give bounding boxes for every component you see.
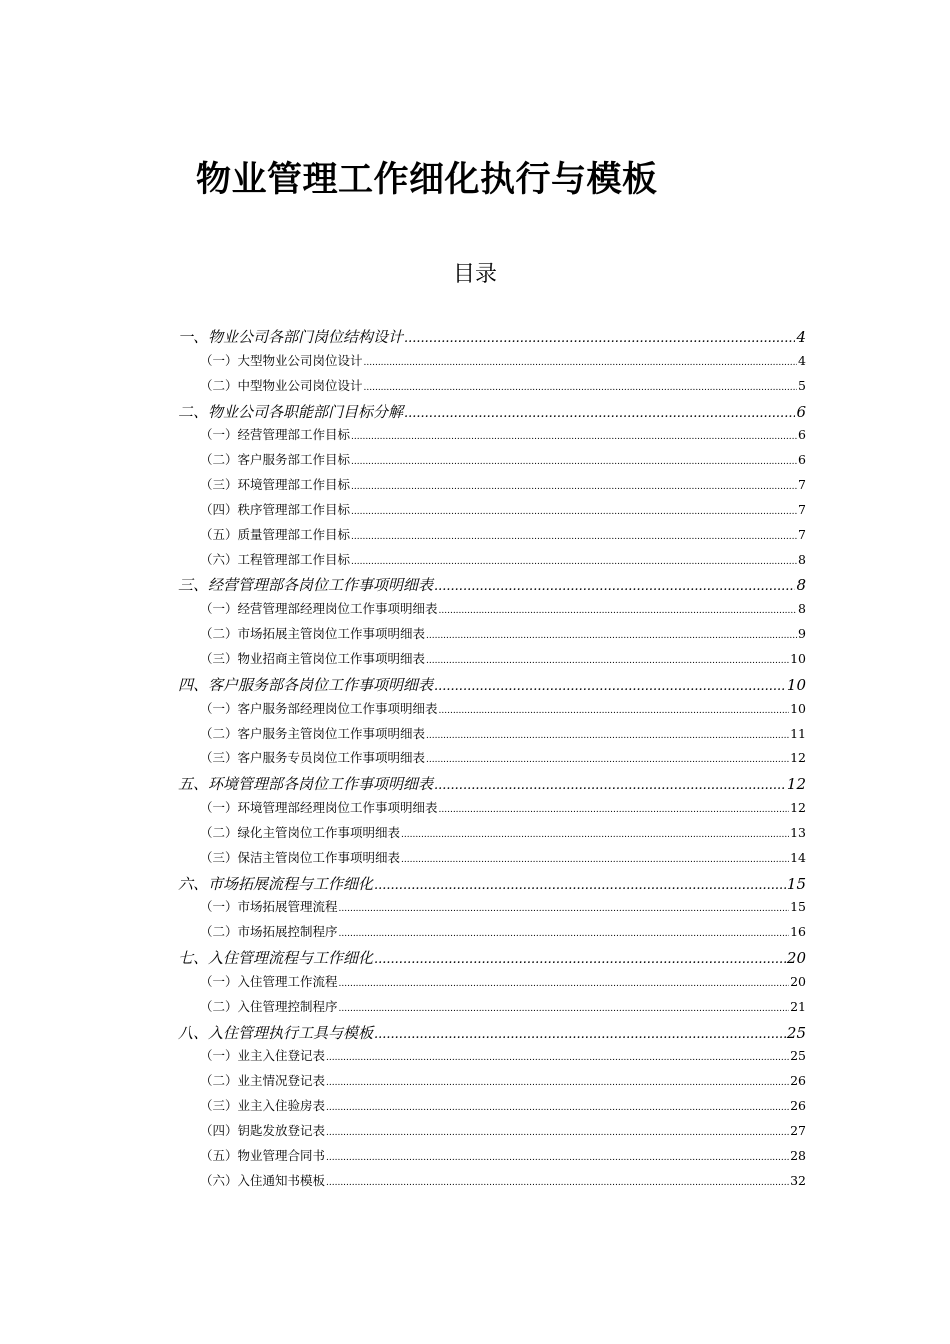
- toc-subsection-entry[interactable]: [178, 748, 806, 773]
- toc-subsection-entry[interactable]: [178, 1121, 806, 1146]
- toc-page-number: 8: [798, 601, 806, 617]
- toc-entry-label: （一）经营管理部工作目标: [200, 427, 351, 443]
- toc-dot-leader: [401, 855, 789, 865]
- toc-subsection-entry[interactable]: [178, 972, 806, 997]
- toc-subsection-entry[interactable]: [178, 1146, 806, 1171]
- toc-dot-leader: [326, 1128, 789, 1138]
- toc-entry-label: （二）客户服务部工作目标: [200, 452, 351, 468]
- toc-page-number: 12: [790, 800, 806, 816]
- toc-section-entry[interactable]: [178, 873, 806, 898]
- toc-dot-leader: [326, 1103, 789, 1113]
- toc-dot-leader: [364, 358, 798, 368]
- toc-page-number: 28: [790, 1147, 806, 1163]
- toc-page-number: 6: [796, 402, 806, 421]
- toc-dot-leader: [434, 679, 786, 694]
- toc-entry-label: （五）物业管理合同书: [200, 1147, 326, 1163]
- toc-subsection-entry[interactable]: [178, 922, 806, 947]
- toc-page-number: 4: [798, 352, 806, 368]
- toc-dot-leader: [351, 432, 797, 442]
- toc-dot-leader: [439, 706, 790, 716]
- toc-page-number: 7: [798, 526, 806, 542]
- toc-page-number: 20: [790, 973, 806, 989]
- toc-entry-label: （二）客户服务主管岗位工作事项明细表: [200, 725, 426, 741]
- toc-page-number: 15: [786, 874, 806, 893]
- toc-entry-label: （三）物业招商主管岗位工作事项明细表: [200, 650, 426, 666]
- toc-page-number: 27: [790, 1123, 806, 1138]
- toc-page-number: 10: [786, 675, 806, 694]
- toc-subsection-entry[interactable]: [178, 351, 806, 376]
- toc-dot-leader: [374, 1027, 786, 1042]
- toc-entry-label: （一）大型物业公司岗位设计: [200, 352, 363, 368]
- toc-page-number: 12: [790, 750, 806, 766]
- toc-section-entry[interactable]: [178, 401, 806, 426]
- toc-subsection-entry[interactable]: [178, 376, 806, 401]
- toc-page-number: 7: [798, 501, 806, 517]
- toc-section-entry[interactable]: [178, 674, 806, 699]
- toc-dot-leader: [326, 1178, 789, 1188]
- toc-page-number: 8: [796, 576, 806, 595]
- toc-entry-label: （一）经营管理部经理岗位工作事项明细表: [200, 601, 438, 617]
- toc-dot-leader: [339, 1004, 790, 1014]
- toc-entry-label: （三）客户服务专员岗位工作事项明细表: [200, 750, 426, 766]
- toc-subsection-entry[interactable]: [178, 823, 806, 848]
- toc-entry-label: （二）中型物业公司岗位设计: [200, 377, 363, 393]
- toc-dot-leader: [374, 952, 786, 967]
- toc-subsection-entry[interactable]: [178, 1071, 806, 1096]
- toc-dot-leader: [404, 331, 795, 346]
- toc-page-number: 26: [790, 1098, 806, 1114]
- toc-page-number: 6: [798, 452, 806, 468]
- toc-subsection-entry[interactable]: [178, 525, 806, 550]
- toc-subsection-entry[interactable]: [178, 897, 806, 922]
- toc-dot-leader: [339, 929, 790, 939]
- toc-page-number: 25: [786, 1023, 806, 1042]
- toc-page-number: 11: [790, 725, 806, 741]
- toc-subsection-entry[interactable]: [178, 699, 806, 724]
- toc-entry-label: （二）绿化主管岗位工作事项明细表: [200, 824, 401, 840]
- toc-entry-label: （一）业主入住登记表: [200, 1048, 326, 1064]
- toc-dot-leader: [401, 830, 789, 840]
- toc-subsection-entry[interactable]: [178, 624, 806, 649]
- toc-entry-label: （四）钥匙发放登记表: [200, 1123, 326, 1138]
- toc-page-number: 21: [790, 998, 806, 1014]
- toc-page-number: 5: [798, 377, 806, 393]
- toc-dot-leader: [339, 904, 790, 914]
- toc-entry-label: （二）市场拓展控制程序: [200, 924, 338, 940]
- toc-page-number: 7: [798, 477, 806, 493]
- toc-entry-label: （三）环境管理部工作目标: [200, 477, 351, 493]
- toc-section-entry[interactable]: [178, 326, 806, 351]
- toc-page-number: 12: [786, 775, 806, 794]
- toc-entry-label: 一、物业公司各部门岗位结构设计: [178, 328, 404, 346]
- toc-page-number: 26: [790, 1073, 806, 1089]
- toc-entry-label: （三）保洁主管岗位工作事项明细表: [200, 849, 401, 865]
- toc-dot-leader: [339, 979, 790, 989]
- toc-dot-leader: [326, 1053, 789, 1063]
- toc-heading: 目录: [452, 262, 497, 287]
- toc-entry-label: （二）业主情况登记表: [200, 1073, 326, 1089]
- toc-page-number: 14: [790, 849, 806, 865]
- toc-page-number: 4: [796, 328, 806, 346]
- toc-dot-leader: [426, 755, 789, 765]
- toc-entry-label: 五、环境管理部各岗位工作事项明细表: [178, 775, 434, 794]
- toc-page-number: 13: [790, 824, 806, 840]
- toc-entry-label: （二）市场拓展主管岗位工作事项明细表: [200, 626, 426, 642]
- toc-subsection-entry[interactable]: [178, 997, 806, 1022]
- document-title: 物业管理工作细化执行与模板: [196, 160, 658, 200]
- toc-entry-label: 八、入住管理执行工具与模板: [178, 1023, 374, 1042]
- toc-dot-leader: [439, 805, 790, 815]
- table-of-contents: [178, 326, 806, 1196]
- toc-entry-label: 三、经营管理部各岗位工作事项明细表: [178, 576, 434, 595]
- toc-dot-leader: [351, 482, 797, 492]
- toc-page-number: 25: [790, 1048, 806, 1064]
- toc-entry-label: 七、入住管理流程与工作细化: [178, 949, 374, 968]
- toc-subsection-entry[interactable]: [178, 848, 806, 873]
- toc-dot-leader: [351, 557, 797, 567]
- toc-subsection-entry[interactable]: [178, 475, 806, 500]
- toc-dot-leader: [326, 1078, 789, 1088]
- toc-dot-leader: [351, 457, 797, 467]
- toc-subsection-entry[interactable]: [178, 724, 806, 749]
- toc-entry-label: 六、市场拓展流程与工作细化: [178, 874, 374, 893]
- toc-page-number: 8: [798, 551, 806, 567]
- toc-dot-leader: [374, 878, 786, 893]
- toc-dot-leader: [426, 656, 789, 666]
- toc-subsection-entry[interactable]: [178, 798, 806, 823]
- toc-subsection-entry[interactable]: [178, 550, 806, 575]
- toc-subsection-entry[interactable]: [178, 649, 806, 674]
- toc-dot-leader: [351, 507, 797, 517]
- toc-entry-label: （一）市场拓展管理流程: [200, 899, 338, 915]
- toc-entry-label: （一）环境管理部经理岗位工作事项明细表: [200, 800, 438, 816]
- toc-page-number: 6: [798, 427, 806, 443]
- toc-page-number: 20: [786, 949, 806, 968]
- toc-dot-leader: [439, 606, 798, 616]
- toc-entry-label: （四）秩序管理部工作目标: [200, 501, 351, 517]
- toc-entry-label: （一）客户服务部经理岗位工作事项明细表: [200, 700, 438, 716]
- toc-entry-label: （三）业主入住验房表: [200, 1098, 326, 1114]
- toc-page-number: 15: [790, 899, 806, 915]
- toc-page-number: 9: [798, 626, 806, 642]
- toc-section-entry[interactable]: [178, 574, 806, 599]
- toc-entry-label: 四、客户服务部各岗位工作事项明细表: [178, 675, 434, 694]
- toc-page-number: 32: [790, 1172, 806, 1188]
- toc-section-entry[interactable]: [178, 1022, 806, 1047]
- toc-dot-leader: [426, 631, 797, 641]
- toc-page-number: 16: [790, 924, 806, 940]
- toc-entry-label: （二）入住管理控制程序: [200, 998, 338, 1014]
- toc-section-entry[interactable]: [178, 947, 806, 972]
- toc-subsection-entry[interactable]: [178, 425, 806, 450]
- toc-dot-leader: [404, 406, 795, 421]
- toc-dot-leader: [326, 1153, 789, 1163]
- toc-dot-leader: [434, 778, 786, 793]
- toc-subsection-entry[interactable]: [178, 599, 806, 624]
- toc-dot-leader: [351, 532, 797, 542]
- toc-dot-leader: [426, 731, 789, 741]
- toc-page-number: 10: [790, 650, 806, 666]
- toc-dot-leader: [364, 383, 798, 393]
- toc-subsection-entry[interactable]: [178, 450, 806, 475]
- toc-entry-label: （一）入住管理工作流程: [200, 973, 338, 989]
- toc-subsection-entry[interactable]: [178, 500, 806, 525]
- toc-subsection-entry[interactable]: [178, 1046, 806, 1071]
- toc-section-entry[interactable]: [178, 773, 806, 798]
- toc-dot-leader: [434, 579, 795, 594]
- toc-entry-label: （六）工程管理部工作目标: [200, 551, 351, 567]
- toc-page-number: 10: [790, 700, 806, 716]
- toc-subsection-entry[interactable]: [178, 1171, 806, 1196]
- toc-entry-label: （五）质量管理部工作目标: [200, 526, 351, 542]
- toc-entry-label: （六）入住通知书模板: [200, 1172, 326, 1188]
- toc-entry-label: 二、物业公司各职能部门目标分解: [178, 402, 404, 421]
- toc-subsection-entry[interactable]: [178, 1096, 806, 1121]
